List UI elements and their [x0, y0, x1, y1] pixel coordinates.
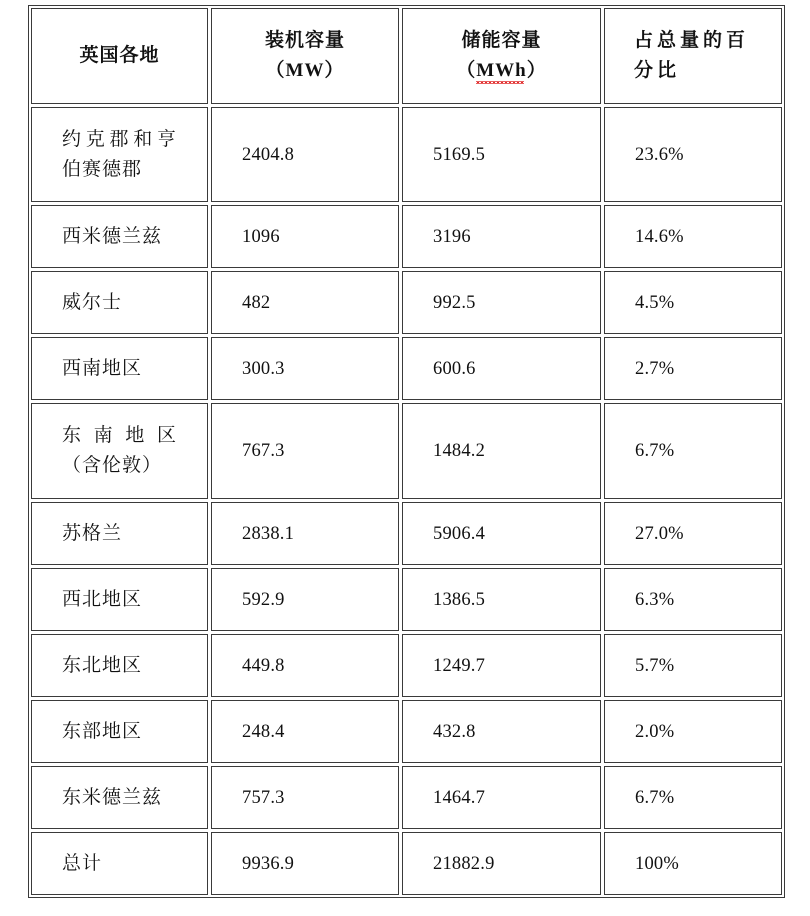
capacity-cell: 1096 — [211, 205, 399, 268]
header-share-label: 占总量的百分比 — [634, 30, 750, 81]
region-cell — [31, 337, 208, 400]
region-cell — [31, 271, 208, 334]
region-cell — [31, 634, 208, 697]
capacity-cell: 2404.8 — [211, 107, 399, 202]
share-cell: 23.6% — [604, 107, 782, 202]
capacity-cell: 449.8 — [211, 634, 399, 697]
region-cell — [31, 700, 208, 763]
header-storage — [402, 8, 601, 104]
region-cell — [31, 107, 208, 202]
region-name: 东米德兰兹 — [62, 786, 163, 808]
storage-cell: 21882.9 — [402, 832, 601, 895]
share-cell: 14.6% — [604, 205, 782, 268]
storage-cell: 3196 — [402, 205, 601, 268]
region-name: 西米德兰兹 — [62, 225, 163, 247]
header-storage-label: 储能容量 — [461, 30, 542, 51]
share-cell: 2.0% — [604, 700, 782, 763]
storage-cell: 1386.5 — [402, 568, 601, 631]
region-name: 西北地区 — [62, 588, 143, 610]
header-share — [604, 8, 782, 104]
capacity-cell: 9936.9 — [211, 832, 399, 895]
share-cell: 2.7% — [604, 337, 782, 400]
storage-cell: 600.6 — [402, 337, 601, 400]
region-cell — [31, 403, 208, 499]
share-cell: 4.5% — [604, 271, 782, 334]
header-region — [31, 8, 208, 104]
header-capacity-unit: （MW） — [265, 60, 345, 81]
storage-cell: 992.5 — [402, 271, 601, 334]
region-cell — [31, 766, 208, 829]
share-cell: 27.0% — [604, 502, 782, 565]
capacity-cell: 2838.1 — [211, 502, 399, 565]
header-capacity — [211, 8, 399, 104]
region-name: 东部地区 — [62, 720, 143, 742]
capacity-cell: 767.3 — [211, 403, 399, 499]
storage-cell: 5169.5 — [402, 107, 601, 202]
storage-cell: 432.8 — [402, 700, 601, 763]
region-name: 东北地区 — [62, 654, 143, 676]
storage-cell: 1249.7 — [402, 634, 601, 697]
header-capacity-label: 装机容量 — [264, 30, 345, 51]
energy-storage-table — [28, 5, 785, 898]
share-cell: 100% — [604, 832, 782, 895]
region-name: 西南地区 — [62, 357, 143, 379]
region-name: 总计 — [62, 852, 103, 874]
storage-cell: 5906.4 — [402, 502, 601, 565]
region-cell — [31, 568, 208, 631]
capacity-cell: 248.4 — [211, 700, 399, 763]
capacity-cell: 592.9 — [211, 568, 399, 631]
header-region-label: 英国各地 — [79, 45, 160, 66]
storage-cell: 1464.7 — [402, 766, 601, 829]
region-cell — [31, 832, 208, 895]
region-name: 约克郡和亨伯赛德郡 — [62, 128, 177, 180]
storage-cell: 1484.2 — [402, 403, 601, 499]
share-cell: 6.7% — [604, 766, 782, 829]
share-cell: 6.7% — [604, 403, 782, 499]
capacity-cell: 757.3 — [211, 766, 399, 829]
header-storage-unit: （MWh） — [456, 56, 547, 86]
region-cell — [31, 502, 208, 565]
region-name: 苏格兰 — [62, 522, 123, 544]
region-cell — [31, 205, 208, 268]
region-name: 东南地区（含伦敦） — [62, 425, 177, 476]
capacity-cell: 482 — [211, 271, 399, 334]
share-cell: 5.7% — [604, 634, 782, 697]
share-cell: 6.3% — [604, 568, 782, 631]
capacity-cell: 300.3 — [211, 337, 399, 400]
region-name: 威尔士 — [62, 291, 123, 313]
